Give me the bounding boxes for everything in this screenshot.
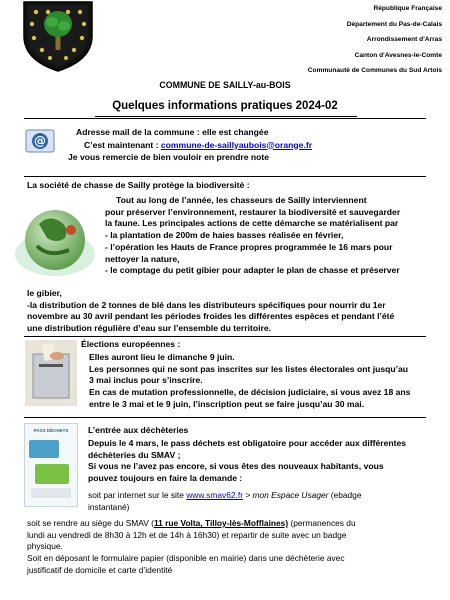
decheteries-body — [88, 438, 443, 485]
email-icon — [25, 129, 55, 153]
chasse-body-full — [27, 288, 442, 335]
admin-header — [202, 1, 442, 79]
email-line3: Je vous remercie de bien vouloir en prendre note — [68, 152, 270, 162]
chasse-title: La société de chasse de Sailly protège la biodiversité : — [27, 180, 250, 190]
admin-line: Département du Pas-de-Calais — [346, 20, 442, 28]
siege-line: physique. — [27, 541, 63, 552]
chasse-line: - l’opération les Hauts de France propres programmée le 16 mars pour — [105, 241, 393, 252]
commune-name: COMMUNE DE SAILLY-au-BOIS — [159, 80, 291, 90]
decheteries-web — [88, 490, 443, 513]
elections-body — [89, 352, 444, 411]
web-prefix: soit par internet sur le site — [88, 490, 187, 500]
decheteries-line: Si vous ne l’avez pas encore, si vous êtes des nouveaux habitants, vous — [88, 461, 384, 472]
elections-line: entre le 3 mai et le 9 juin, l’inscription peut se faire jusqu’au 30 mai. — [89, 398, 365, 409]
siege-line: lundi au vendredi de 8h30 à 12h et de 14h à 16h30) et repartir de suite avec un badge — [27, 529, 347, 540]
title-rule-top — [95, 116, 357, 117]
web-paren: (ebadge — [328, 490, 362, 500]
chasse-line: le gibier, — [27, 288, 62, 298]
chasse-line: - la plantation de 200m de haies basses réalisée en février, — [105, 230, 344, 241]
chasse-line: pour préserver l’environnement, restaurer la biodiversité et sauvegarder — [105, 206, 401, 217]
decheteries-line: déchèteries du SMAV ; — [88, 449, 181, 460]
admin-line: Canton d'Avesnes-le-Comte — [354, 51, 442, 59]
decheteries-line: pouvez toujours en faire la demande : — [88, 473, 243, 484]
elections-title: Élections européennes : — [81, 339, 181, 349]
divider — [24, 417, 426, 418]
chasse-line: nettoyer la nature, — [105, 253, 180, 264]
divider — [24, 176, 426, 177]
elections-line: Elles auront lieu le dimanche 9 juin. — [89, 352, 235, 362]
chasse-body-indented — [95, 195, 440, 277]
divider — [24, 336, 426, 337]
chasse-line: une distribution régulière d’eau sur l’ensemble du territoire. — [27, 323, 272, 334]
web-line — [88, 490, 443, 502]
email-notice — [68, 126, 368, 164]
web-line2: instantané) — [88, 501, 130, 512]
ballot-box-image — [25, 340, 77, 406]
siege-address: 11 rue Volta, Tilloy-lès-Mofflaines) — [153, 518, 289, 528]
email-prefix: C’est maintenant : — [84, 139, 161, 150]
chasse-line: Tout au long de l’année, les chasseurs de Sailly interviennent — [116, 195, 367, 205]
admin-line: Communauté de Communes du Sud Artois — [307, 67, 442, 74]
papier-line: justificatif de domicile et carte d’identité — [27, 564, 173, 575]
chasse-line: la faune. Les principales actions de cette démarche se matérialisent par — [105, 218, 399, 229]
decheteries-title: L’entrée aux déchèteries — [88, 425, 189, 435]
elections-line: En cas de mutation professionnelle, de décision judiciaire, si vous avez 18 ans — [89, 387, 411, 398]
pass-dechets-illustration — [27, 438, 75, 502]
decheteries-siege — [27, 518, 445, 577]
siege-prefix: soit se rendre au siège du SMAV ( — [27, 518, 154, 528]
coat-of-arms-logo — [20, 0, 96, 72]
page-title: Quelques informations pratiques 2024-02 — [112, 100, 338, 112]
email-address-link[interactable]: commune-de-saillyaubois@orange.fr — [160, 139, 313, 150]
chasse-line: novembre au 30 avril pendant les périodes froides les différentes espèces et pendant l’été — [27, 311, 395, 322]
decheteries-line: Depuis le 4 mars, le pass déchets est obligatoire pour accéder aux différentes — [88, 438, 407, 448]
siege-line — [27, 518, 445, 530]
elections-line: 3 mai inclus pour s’inscrire. — [89, 375, 203, 386]
elections-line: Les personnes qui ne sont pas inscrites sur les listes électorales ont jusqu’au — [89, 363, 409, 374]
svg-text:@: @ — [34, 134, 46, 148]
smav-website-link[interactable]: www.smav62.fr — [186, 490, 243, 500]
divider — [24, 118, 426, 119]
admin-line: République Française — [373, 5, 442, 12]
siege-suffix: (permanences du — [288, 518, 356, 528]
biodiversity-globe-image — [9, 194, 101, 286]
admin-line: Arrondissement d'Arras — [366, 36, 442, 43]
papier-line: Soit en déposant le formulaire papier (disponible en mairie) dans une déchèterie avec — [27, 553, 345, 564]
email-line2 — [68, 139, 368, 152]
pass-dechets-thumbnail — [24, 423, 78, 507]
chasse-line: -la distribution de 2 tonnes de blé dans les distributeurs spécifiques pour nourrir du 1er — [27, 299, 386, 310]
chasse-line: - le comptage du petit gibier pour adapter le plan de chasse et préserver — [105, 265, 400, 276]
web-suffix: > mon Espace Usager — [243, 490, 329, 500]
thumb-caption: PASS DÉCHETS — [33, 428, 69, 433]
email-line1: Adresse mail de la commune : elle est changée — [76, 127, 269, 137]
